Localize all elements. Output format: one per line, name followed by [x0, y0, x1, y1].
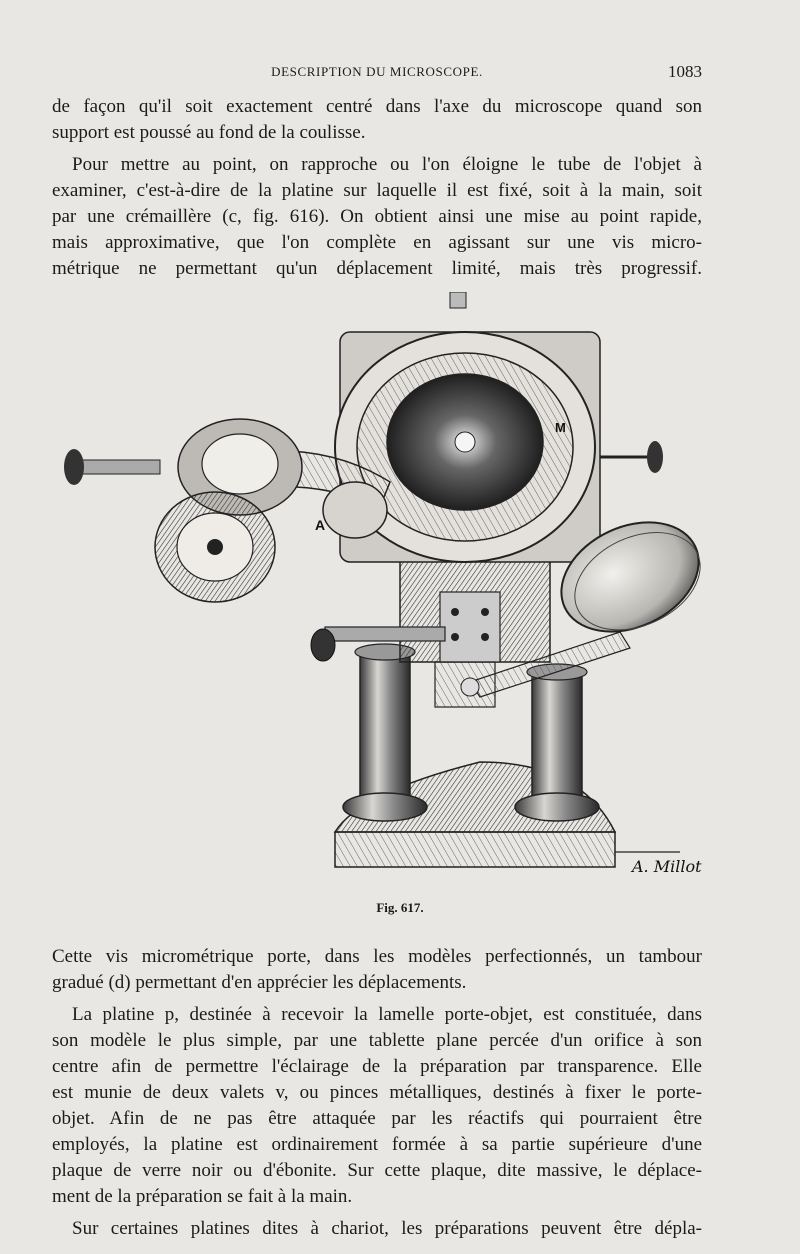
- text-line: ment de la préparation se fait à la main.: [52, 1186, 353, 1207]
- running-head: [52, 64, 702, 86]
- text-line: Pour mettre au point, on rapproche ou l'on éloigne le tube de l'objet à: [72, 154, 702, 175]
- base-front: [335, 832, 615, 867]
- text-line: centre afin de permettre l'éclairage de la préparation par transparence. Elle: [52, 1056, 702, 1077]
- left-pillar: [360, 652, 410, 802]
- text-line: employés, la platine est ordinairement formée à sa partie supérieure d'une: [52, 1134, 702, 1155]
- text-line: mais approximative, que l'on complète en agissant sur une vis micro-: [52, 232, 702, 253]
- text-line: objet. Afin de ne pas être attaquée par les réactifs qui pourraient être: [52, 1108, 702, 1129]
- text-line: plaque de verre noir ou d'ébonite. Sur cette plaque, dite massive, le déplace-: [52, 1160, 702, 1181]
- text-line: de façon qu'il soit exactement centré dans l'axe du microscope quand son: [52, 96, 702, 117]
- focus-rod: [325, 627, 445, 641]
- text-line: Sur certaines platines dites à chariot, les préparations peuvent être dépla-: [72, 1218, 702, 1239]
- right-pillar: [532, 672, 582, 807]
- figure-label-m: M: [555, 420, 566, 435]
- focus-knob: [311, 629, 335, 661]
- engraver-signature: A. Millot: [632, 857, 702, 876]
- figure-caption: Fig. 617.: [376, 900, 424, 915]
- text-line: examiner, c'est-à-dire de la platine sur laquelle il est fixé, soit à la main, soit: [52, 180, 702, 201]
- text-line: son modèle le plus simple, par une tablette plane percée d'un orifice à son: [52, 1030, 702, 1051]
- arm-screw: [75, 460, 160, 474]
- bottom-text: [52, 944, 702, 1242]
- text-line: métrique ne permettant qu'un déplacement limité, mais très progressif.: [52, 258, 702, 279]
- text-line: La platine p, destinée à recevoir la lamelle porte-objet, est constituée, dans: [72, 1004, 702, 1025]
- text-line: gradué (d) permettant d'en apprécier les déplacements.: [52, 972, 467, 993]
- running-head-title: DESCRIPTION DU MICROSCOPE.: [271, 64, 483, 79]
- microscope-engraving: [60, 292, 720, 892]
- text-line: Cette vis micrométrique porte, dans les modèles perfectionnés, un tambour: [52, 946, 702, 967]
- page-number: 1083: [668, 62, 702, 81]
- microscope-illustration: [60, 292, 720, 892]
- text-line: par une crémaillère (c, fig. 616). On obtient ainsi une mise au point rapide,: [52, 206, 702, 227]
- text-line: est munie de deux valets v, ou pinces métalliques, destinés à fixer le porte-: [52, 1082, 702, 1103]
- figure-label-a: A: [315, 517, 326, 533]
- top-text: [52, 94, 702, 282]
- text-line: support est poussé au fond de la coulisse.: [52, 122, 366, 143]
